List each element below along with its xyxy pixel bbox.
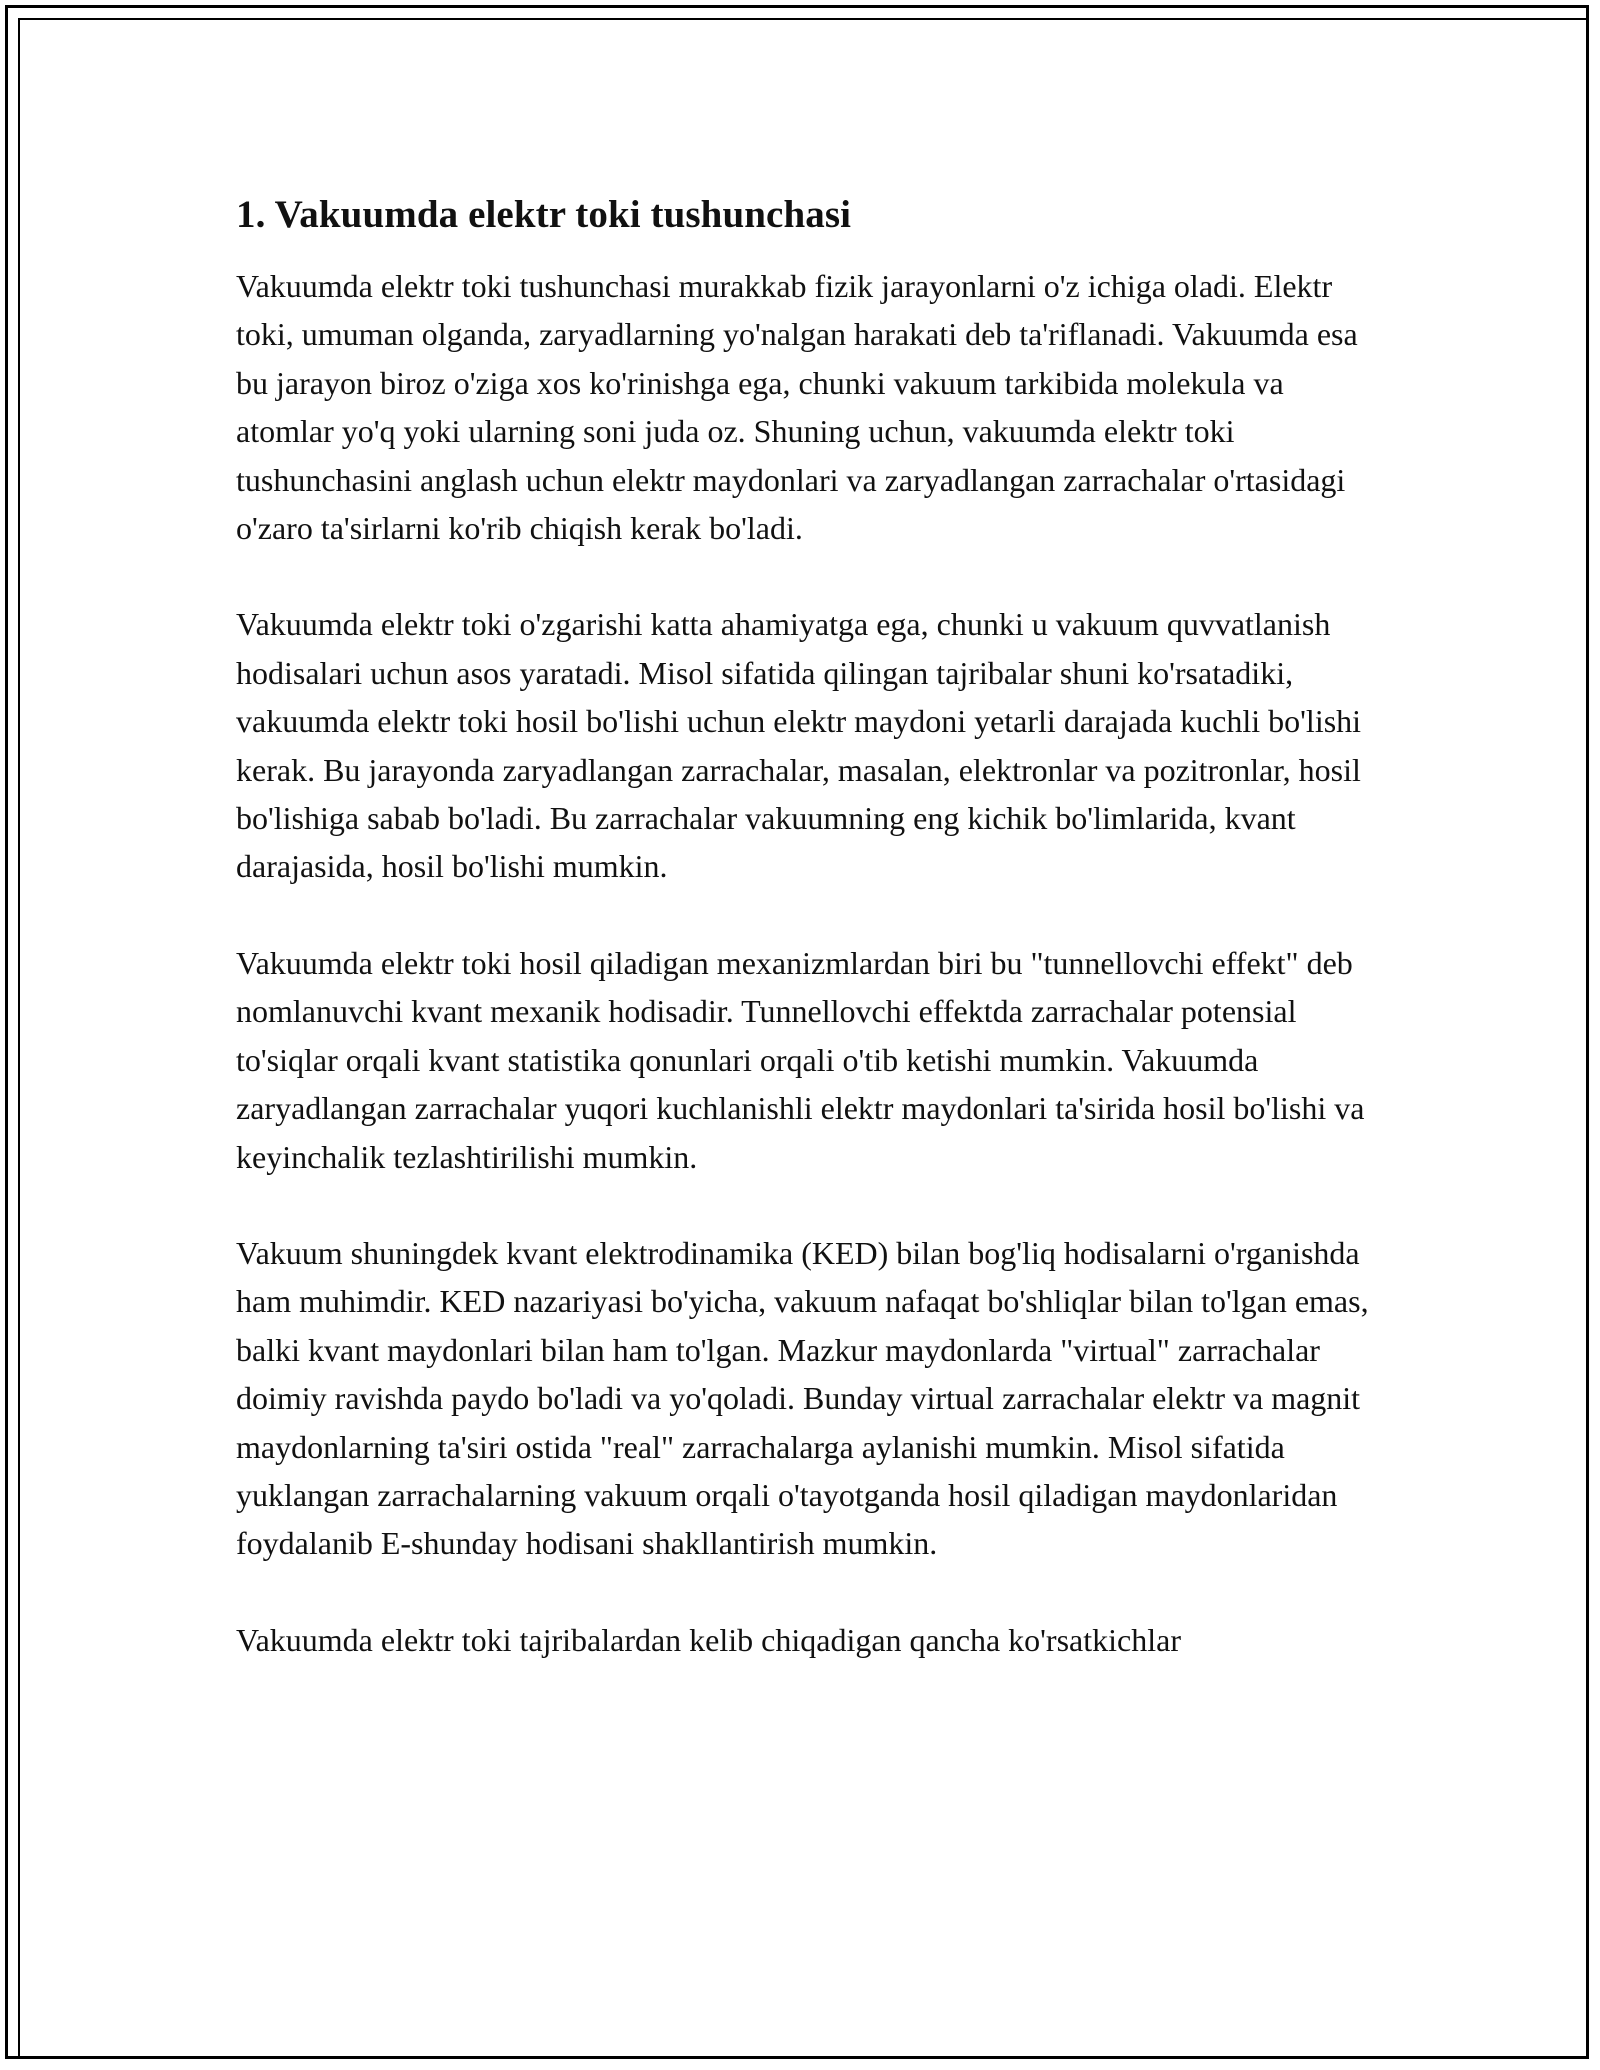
paragraph-5: Vakuumda elektr toki tajribalardan kelib chiqadigan qancha ko'rsatkichlar <box>236 1621 1181 1658</box>
paragraph-4: Vakuum shuningdek kvant elektrodinamika (KED) bilan bog'liq hodisalarni o'rganishda ham muhimdir. KED nazariyasi bo'yicha, vakuum nafaqat bo'shliqlar bilan to'lgan emas, balki kvant maydonlari bilan ham to'lgan. Mazkur maydonlarda "virtual" zarrachalar doimiy ravishda paydo bo'ladi va yo'qoladi. Bunday virtual zarrachalar elektr va magnit maydonlarning ta'siri ostida "real" zarrachalarga aylanishi mumkin. Misol sifatida yuklangan zarrachalarning vakuum orqali o'tayotganda hosil qiladigan maydonlaridan foydalanib E-shunday hodisani shakllantirish mumkin. <box>236 1234 1369 1562</box>
paragraph-1: Vakuumda elektr toki tushunchasi murakkab fizik jarayonlarni o'z ichiga oladi. Elektr toki, umuman olganda, zaryadlarning yo'nalgan harakati deb ta'riflanadi. Vakuumda esa bu jarayon biroz o'ziga xos ko'rinishga ega, chunki vakuum tarkibida molekula va atomlar yo'q yoki ularning soni juda oz. Shuning uchun, vakuumda elektr toki tushunchasini anglash uchun elektr maydonlari va zaryadlangan zarrachalar o'rtasidagi o'zaro ta'sirlarni ko'rib chiqish kerak bo'ladi. <box>236 268 1358 547</box>
paragraph-2: Vakuumda elektr toki o'zgarishi katta ahamiyatga ega, chunki u vakuum quvvatlanish hodisalari uchun asos yaratadi. Misol sifatida qilingan tajribalar shuni ko'rsatadiki, vakuumda elektr toki hosil bo'lishi uchun elektr maydoni yetarli darajada kuchli bo'lishi kerak. Bu jarayonda zaryadlangan zarrachalar, masalan, elektronlar va pozitronlar, hosil bo'lishiga sabab bo'ladi. Bu zarrachalar vakuumning eng kichik bo'limlarida, kvant darajasida, hosil bo'lishi mumkin. <box>236 606 1362 885</box>
section-heading: 1. Vakuumda elektr toki tushunchasi <box>236 193 852 236</box>
paragraph-3: Vakuumda elektr toki hosil qiladigan mexanizmlardan biri bu "tunnellovchi effekt" deb nomlanuvchi kvant mexanik hodisadir. Tunnellovchi effektda zarrachalar potensial to'siqlar orqali kvant statistika qonunlari orqali o'tib ketishi mumkin. Vakuumda zaryadlangan zarrachalar yuqori kuchlanishli elektr maydonlari ta'sirida hosil bo'lishi va keyinchalik tezlashtirilishi mumkin. <box>236 944 1365 1175</box>
document-content <box>236 186 1376 1664</box>
